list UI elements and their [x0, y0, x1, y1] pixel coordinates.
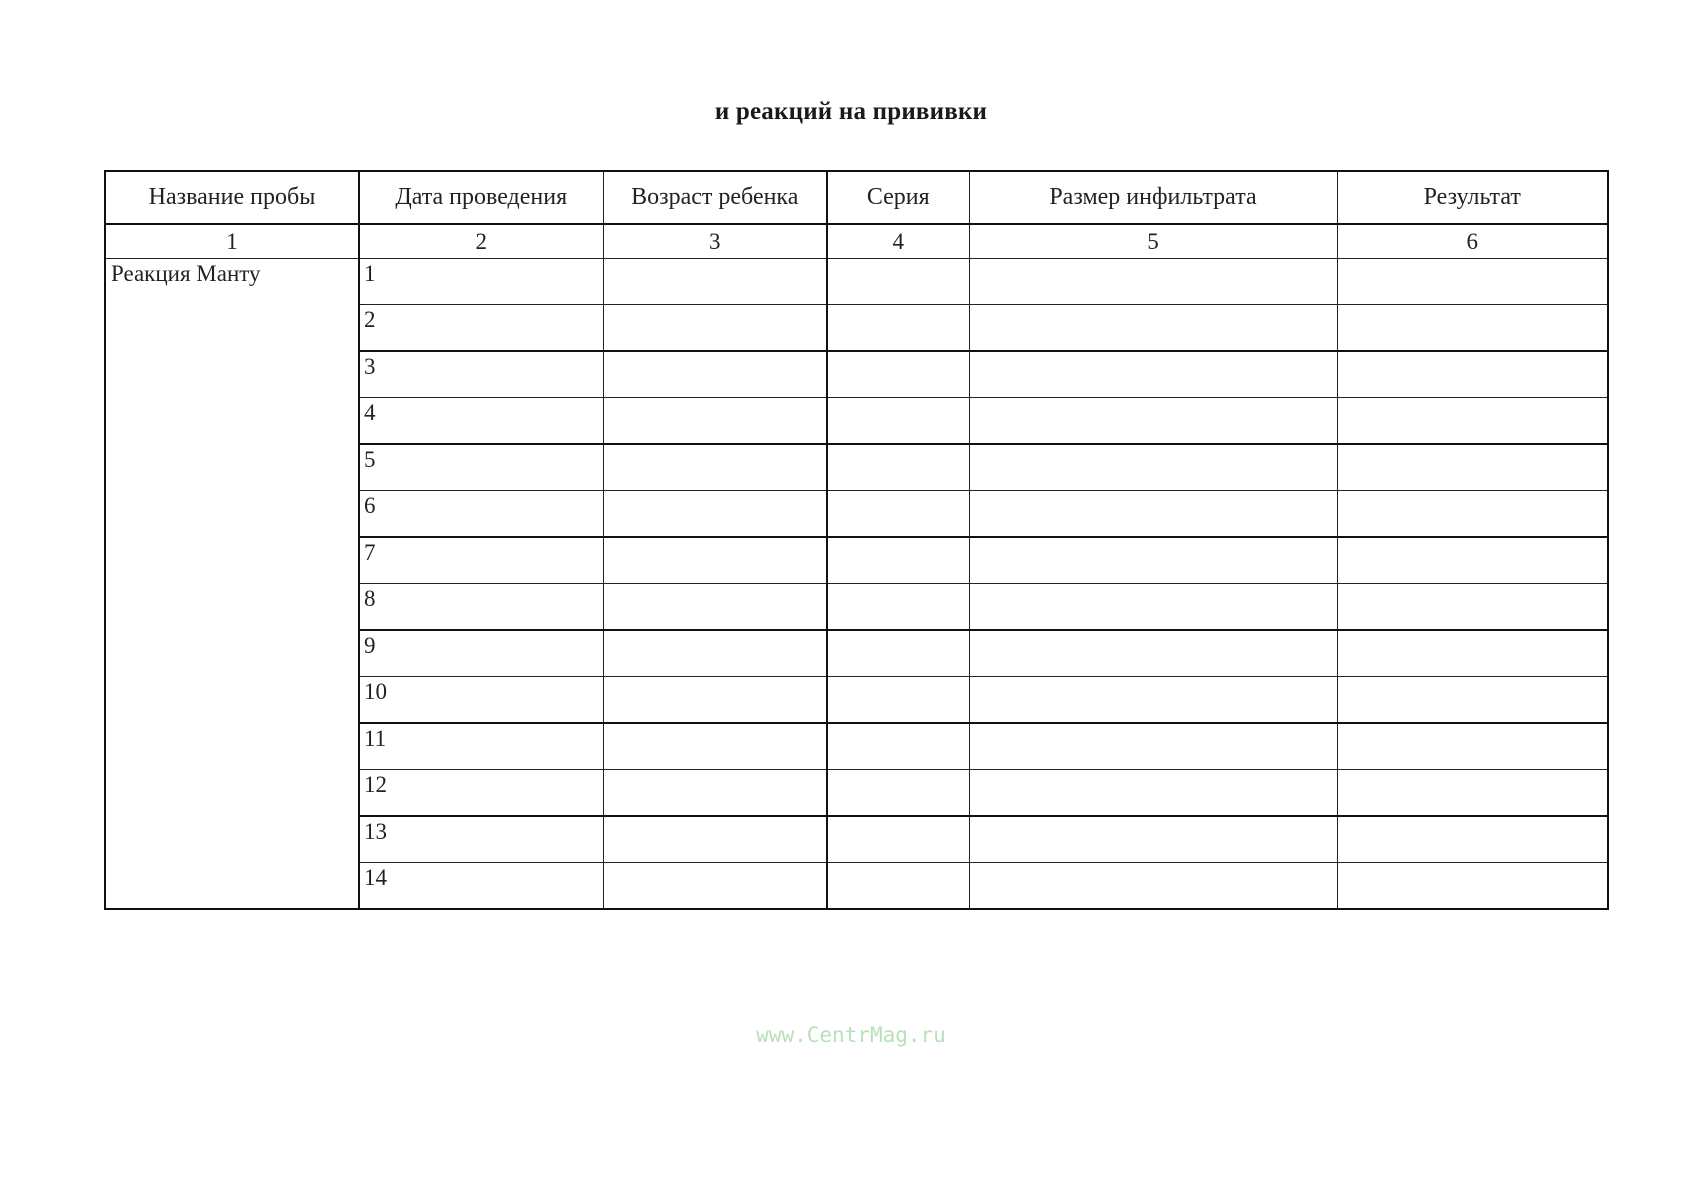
child-age-cell[interactable]	[603, 491, 827, 538]
result-cell[interactable]	[1337, 444, 1608, 491]
row-number-cell: 10	[359, 677, 603, 724]
result-cell[interactable]	[1337, 259, 1608, 305]
series-cell[interactable]	[827, 537, 969, 584]
child-age-cell[interactable]	[603, 398, 827, 445]
infiltrate-size-cell[interactable]	[969, 723, 1337, 770]
header-probe-name: Название пробы	[105, 171, 359, 224]
watermark: www.CentrMag.ru	[756, 1023, 946, 1047]
result-cell[interactable]	[1337, 351, 1608, 398]
child-age-cell[interactable]	[603, 630, 827, 677]
infiltrate-size-cell[interactable]	[969, 537, 1337, 584]
series-cell[interactable]	[827, 863, 969, 910]
result-cell[interactable]	[1337, 863, 1608, 910]
series-cell[interactable]	[827, 491, 969, 538]
series-cell[interactable]	[827, 444, 969, 491]
column-number: 1	[105, 224, 359, 259]
row-number-cell: 3	[359, 351, 603, 398]
child-age-cell[interactable]	[603, 351, 827, 398]
row-number-cell: 2	[359, 305, 603, 352]
row-number-cell: 7	[359, 537, 603, 584]
infiltrate-size-cell[interactable]	[969, 491, 1337, 538]
infiltrate-size-cell[interactable]	[969, 259, 1337, 305]
series-cell[interactable]	[827, 351, 969, 398]
header-date: Дата проведения	[359, 171, 603, 224]
series-cell[interactable]	[827, 584, 969, 631]
infiltrate-size-cell[interactable]	[969, 584, 1337, 631]
child-age-cell[interactable]	[603, 677, 827, 724]
series-cell[interactable]	[827, 816, 969, 863]
row-number-cell: 14	[359, 863, 603, 910]
header-result: Результат	[1337, 171, 1608, 224]
column-number-row	[105, 224, 1608, 259]
series-cell[interactable]	[827, 398, 969, 445]
infiltrate-size-cell[interactable]	[969, 630, 1337, 677]
infiltrate-size-cell[interactable]	[969, 444, 1337, 491]
column-number: 4	[827, 224, 969, 259]
row-number-cell: 12	[359, 770, 603, 817]
result-cell[interactable]	[1337, 816, 1608, 863]
series-cell[interactable]	[827, 723, 969, 770]
row-number-cell: 9	[359, 630, 603, 677]
result-cell[interactable]	[1337, 677, 1608, 724]
infiltrate-size-cell[interactable]	[969, 305, 1337, 352]
child-age-cell[interactable]	[603, 444, 827, 491]
child-age-cell[interactable]	[603, 584, 827, 631]
result-cell[interactable]	[1337, 630, 1608, 677]
row-number-cell: 8	[359, 584, 603, 631]
result-cell[interactable]	[1337, 770, 1608, 817]
infiltrate-size-cell[interactable]	[969, 351, 1337, 398]
row-number-cell: 6	[359, 491, 603, 538]
series-cell[interactable]	[827, 770, 969, 817]
infiltrate-size-cell[interactable]	[969, 863, 1337, 910]
infiltrate-size-cell[interactable]	[969, 677, 1337, 724]
result-cell[interactable]	[1337, 398, 1608, 445]
header-row	[105, 171, 1608, 224]
child-age-cell[interactable]	[603, 816, 827, 863]
row-number-cell: 1	[359, 259, 603, 305]
infiltrate-size-cell[interactable]	[969, 398, 1337, 445]
result-cell[interactable]	[1337, 537, 1608, 584]
header-child-age: Возраст ребенка	[603, 171, 827, 224]
column-number: 5	[969, 224, 1337, 259]
result-cell[interactable]	[1337, 491, 1608, 538]
child-age-cell[interactable]	[603, 770, 827, 817]
table-row	[105, 259, 1608, 305]
vaccination-reactions-table	[104, 170, 1609, 910]
result-cell[interactable]	[1337, 305, 1608, 352]
child-age-cell[interactable]	[603, 537, 827, 584]
page-title: и реакций на прививки	[714, 98, 988, 125]
row-number-cell: 11	[359, 723, 603, 770]
column-number: 3	[603, 224, 827, 259]
probe-name-cell: Реакция Манту	[105, 259, 359, 910]
series-cell[interactable]	[827, 630, 969, 677]
row-number-cell: 4	[359, 398, 603, 445]
series-cell[interactable]	[827, 305, 969, 352]
series-cell[interactable]	[827, 677, 969, 724]
infiltrate-size-cell[interactable]	[969, 816, 1337, 863]
column-number: 6	[1337, 224, 1608, 259]
column-number: 2	[359, 224, 603, 259]
result-cell[interactable]	[1337, 723, 1608, 770]
child-age-cell[interactable]	[603, 259, 827, 305]
child-age-cell[interactable]	[603, 723, 827, 770]
row-number-cell: 5	[359, 444, 603, 491]
header-infiltrate-size: Размер инфильтрата	[969, 171, 1337, 224]
child-age-cell[interactable]	[603, 863, 827, 910]
child-age-cell[interactable]	[603, 305, 827, 352]
row-number-cell: 13	[359, 816, 603, 863]
result-cell[interactable]	[1337, 584, 1608, 631]
header-series: Серия	[827, 171, 969, 224]
series-cell[interactable]	[827, 259, 969, 305]
infiltrate-size-cell[interactable]	[969, 770, 1337, 817]
